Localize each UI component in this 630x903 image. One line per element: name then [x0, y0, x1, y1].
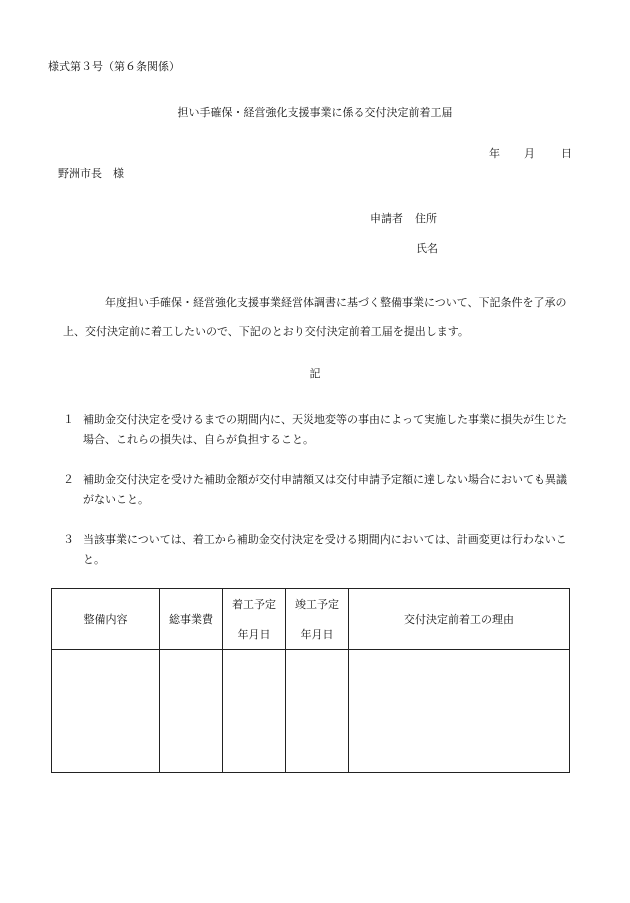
body-paragraph: [63, 288, 577, 346]
end-plan-label: 竣工予定: [295, 598, 339, 611]
header-start-plan: [223, 589, 286, 650]
condition-text: 補助金交付決定を受けた補助金額が交付申請額又は交付申請予定額に達しない場合においても異議がないこと。: [83, 473, 567, 506]
start-date-cell[interactable]: [223, 650, 286, 773]
header-reason: 交付決定前着工の理由: [349, 589, 570, 650]
date-line: [489, 145, 572, 161]
document-title: 担い手確保・経営強化支援事業に係る交付決定前着工届: [177, 106, 453, 119]
form-number: 様式第３号（第６条関係）: [48, 60, 180, 73]
ki-heading: 記: [309, 367, 321, 380]
applicant-address-line: [370, 210, 437, 226]
condition-number: ２: [63, 473, 74, 486]
table-row: [52, 650, 570, 773]
header-content: 整備内容: [52, 589, 160, 650]
condition-item: [63, 410, 577, 450]
construction-table: [51, 588, 570, 773]
body-text: 年度担い手確保・経営強化支援事業経営体調書に基づく整備事業について、下記条件を了承の上、交付決定前に着工したいので、下記のとおり交付決定前着工届を提出します。: [63, 296, 567, 338]
condition-number: １: [63, 413, 74, 426]
addressee: 野洲市長 様: [58, 167, 124, 180]
start-plan-label: 着工予定: [232, 598, 276, 611]
date-year-label: 年: [489, 147, 500, 160]
condition-text: 当該事業については、着工から補助金交付決定を受ける期間内においては、計画変更は行わないこと。: [83, 533, 567, 566]
applicant-name-label: 氏名: [416, 242, 438, 255]
date-month-label: 月: [524, 147, 535, 160]
table-header-row: [52, 589, 570, 650]
address-label: 住所: [415, 212, 437, 225]
condition-item: [63, 530, 577, 570]
header-total-cost: 総事業費: [160, 589, 223, 650]
total-cost-cell[interactable]: [160, 650, 223, 773]
content-cell[interactable]: [52, 650, 160, 773]
end-date-label: 年月日: [300, 628, 334, 641]
condition-number: ３: [63, 533, 74, 546]
condition-text: 補助金交付決定を受けるまでの期間内に、天災地変等の事由によって実施した事業に損失が生じた場合、これらの損失は、自らが負担すること。: [83, 413, 567, 446]
date-day-label: 日: [561, 147, 572, 160]
start-date-label: 年月日: [237, 628, 271, 641]
applicant-label: 申請者: [370, 212, 403, 225]
end-date-cell[interactable]: [286, 650, 349, 773]
condition-item: [63, 470, 577, 510]
reason-cell[interactable]: [349, 650, 570, 773]
header-end-plan: [286, 589, 349, 650]
